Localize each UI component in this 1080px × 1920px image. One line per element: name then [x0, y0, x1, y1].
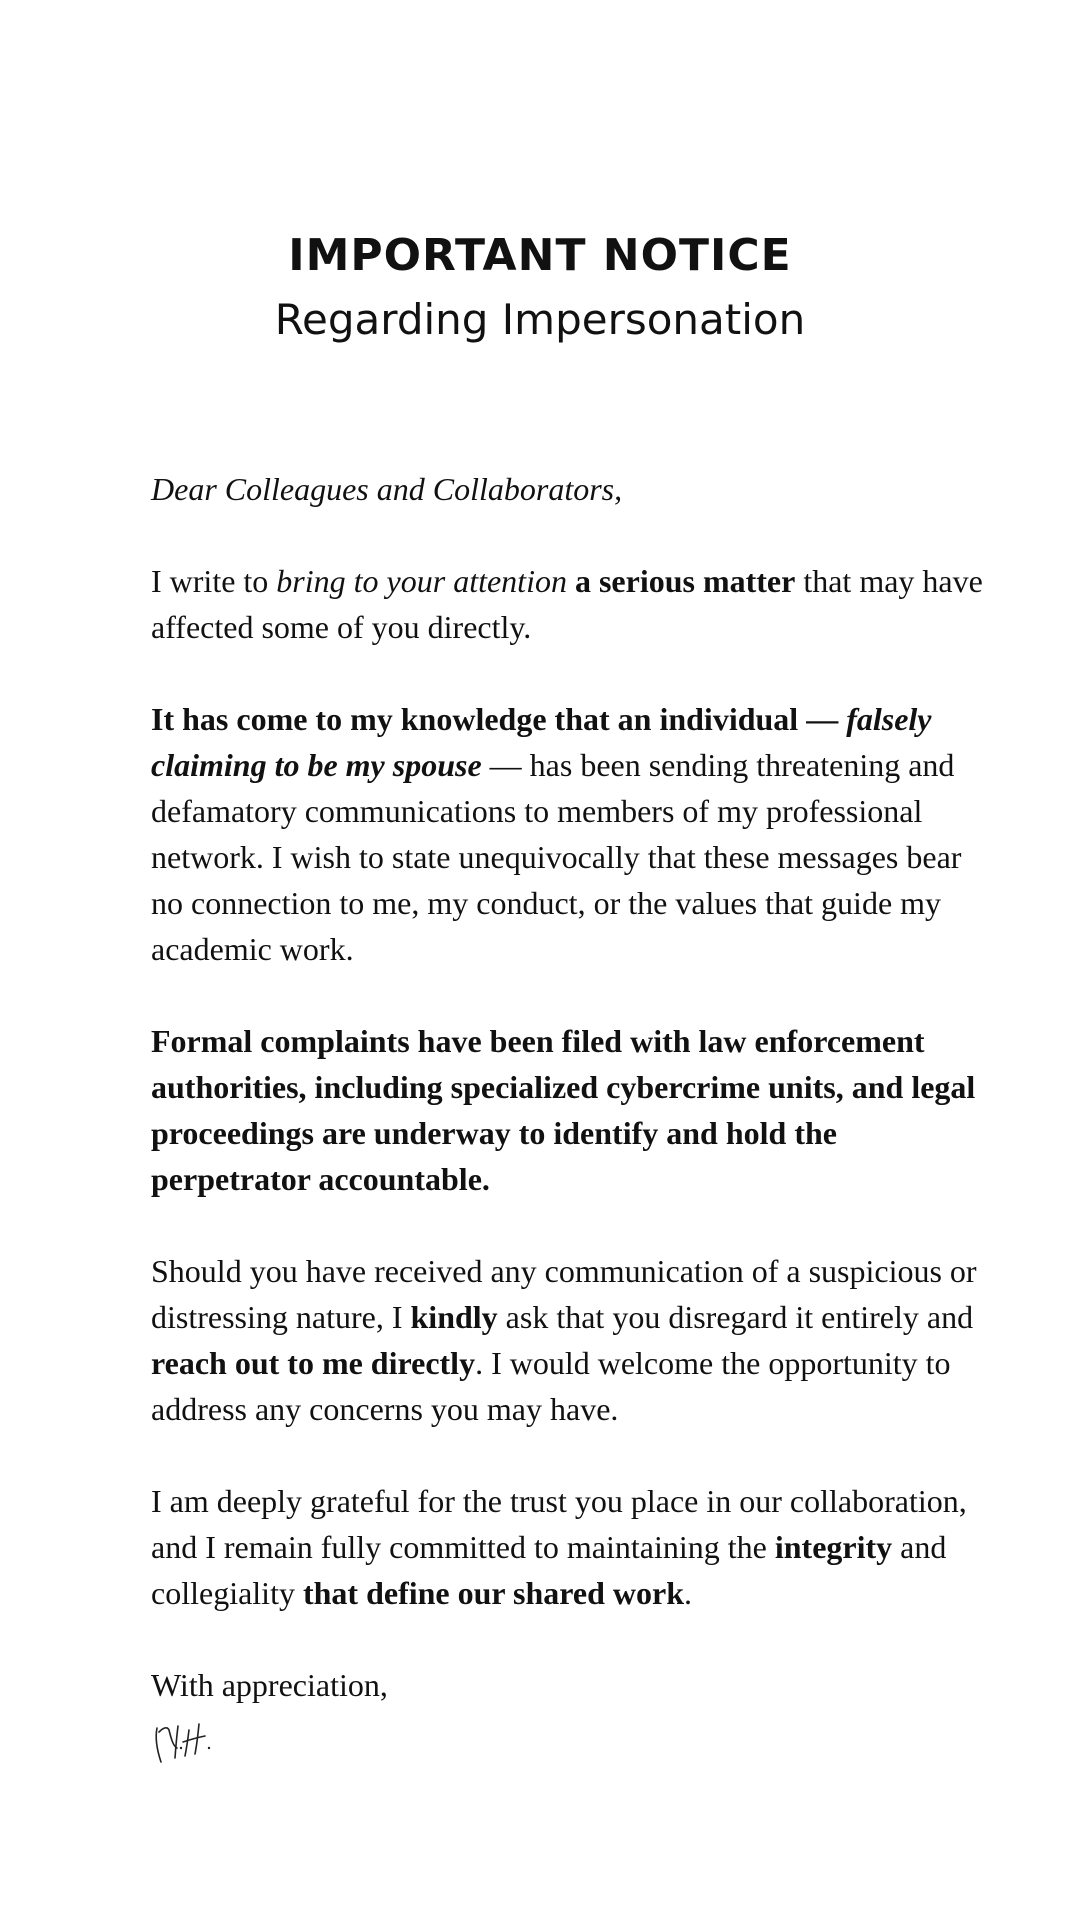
p5-text-end: . [684, 1575, 693, 1611]
handwritten-signature [151, 1710, 231, 1770]
p4-strong-kindly: kindly [410, 1299, 498, 1335]
p1-emphasis: bring to your attention [276, 563, 567, 599]
paragraph-2 [151, 696, 991, 972]
letter-closing: With appreciation, [151, 1667, 388, 1703]
letter-body [151, 466, 991, 1770]
paragraph-3 [151, 1018, 991, 1202]
p2-strong: It has come to my knowledge that an individual — [151, 701, 847, 737]
p2-strong-emphasis: falsely claiming to be my spouse [151, 701, 932, 783]
paragraph-5 [151, 1478, 991, 1616]
notice-header [0, 228, 1080, 348]
p5-text: I am deeply grateful for the trust you place in our collaboration, and I remain fully committed to maintaining the [151, 1483, 967, 1565]
p5-strong-shared-work: that define our shared work [302, 1575, 685, 1611]
letter-greeting: Dear Colleagues and Collaborators, [151, 471, 623, 507]
p5-strong-integrity: integrity [774, 1529, 893, 1565]
p4-text: Should you have received any communication of a suspicious or distressing nature, I [151, 1253, 977, 1335]
notice-subtitle: Regarding Impersonation [274, 295, 806, 344]
p5-text-mid: and collegiality [151, 1529, 947, 1611]
paragraph-4 [151, 1248, 991, 1432]
p4-strong-reach-out: reach out to me directly [151, 1345, 476, 1381]
p3-strong: Formal complaints have been filed with law enforcement authorities, including specialized cybercrime units, and legal proceedings are underway to identify and hold the perpetrator accountable. [151, 1023, 976, 1197]
p4-text-mid: ask that you disregard it entirely and [497, 1299, 974, 1335]
p1-space [567, 563, 575, 599]
p4-text-end: . I would welcome the opportunity to address any concerns you may have. [151, 1345, 951, 1427]
paragraph-1 [151, 558, 991, 650]
notice-title: IMPORTANT NOTICE [288, 230, 792, 281]
p2-text: — has been sending threatening and defamatory communications to members of my professional network. I wish to state unequivocally that these messages bear no connection to me, my conduct, or the values that guide my academic work. [151, 747, 962, 967]
p1-text: I write to [151, 563, 277, 599]
p1-text-end: that may have affected some of you directly. [151, 563, 983, 645]
p1-strong: a serious matter [574, 563, 796, 599]
